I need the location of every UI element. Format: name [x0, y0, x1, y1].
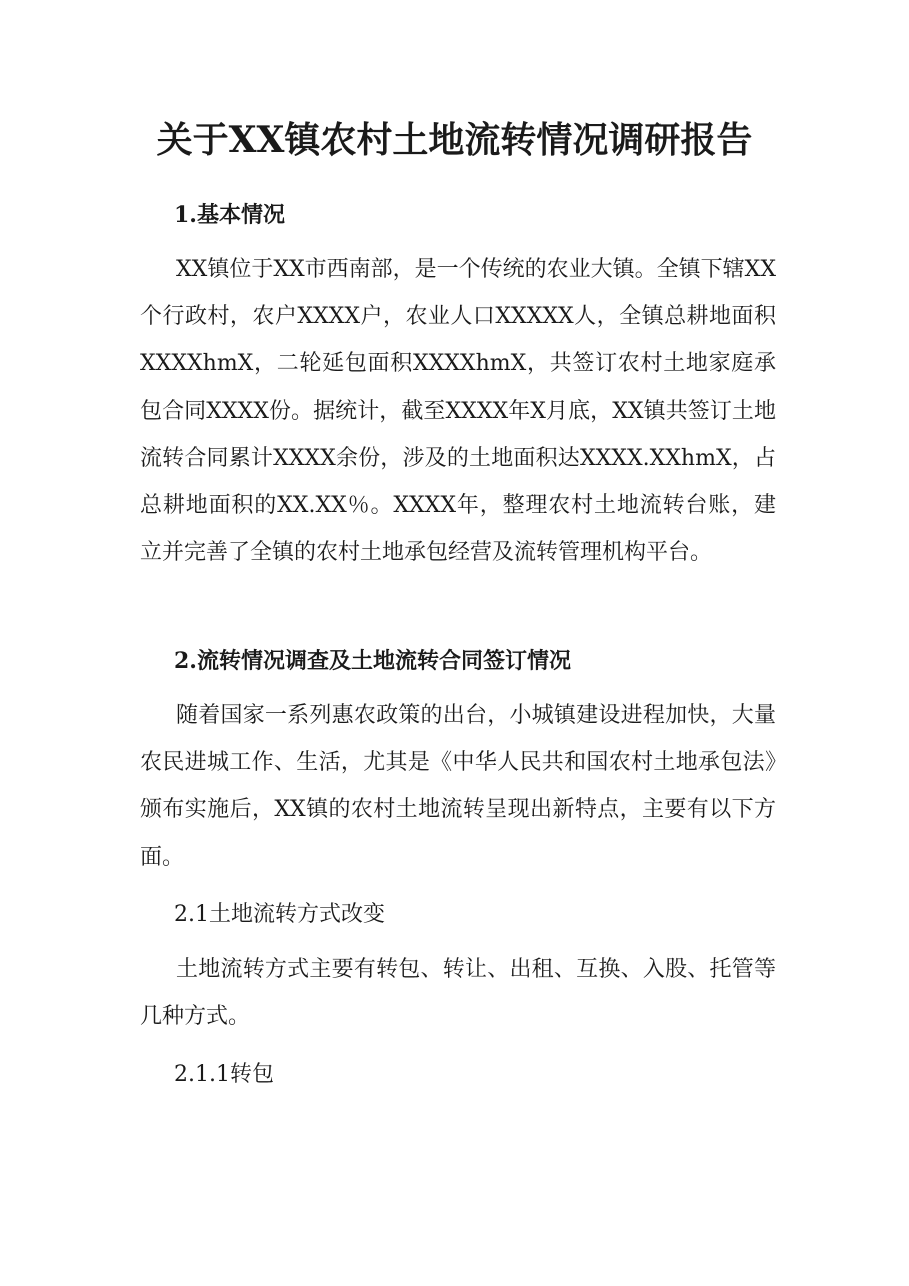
- section-1-heading: 1.基本情况: [174, 202, 285, 228]
- subsection-2-1-paragraph: 土地流转方式主要有转包、转让、出租、互换、入股、托管等几种方式。: [140, 957, 776, 1030]
- section-2-paragraph: 随着国家一系列惠农政策的出台，小城镇建设进程加快，大量农民进城工作、生活，尤其是《中华人民共和国农村土地承包法》颁布实施后，XX镇的农村土地流转呈现出新特点，主要有以下方面。: [140, 703, 776, 870]
- section-1-paragraph: XX镇位于XX市西南部，是一个传统的农业大镇。全镇下辖XX个行政村，农户XXXX户，农业人口XXXXX人，全镇总耕地面积XXXXhmX，二轮延包面积XXXXhmX，共签订农村土地家庭承包合同XXXX份。据统计，截至XXXX年X月底，XX镇共签订土地流转合同累计XXXX余份，涉及的土地面积达XXXX.XXhmX，占总耕地面积的XX.XX％。XXXX年，整理农村土地流转台账，建立并完善了全镇的农村土地承包经营及流转管理机构平台。: [140, 257, 776, 566]
- document-title: 关于XX镇农村土地流转情况调研报告: [156, 119, 753, 161]
- subsection-2-1-1-heading: 2.1.1转包: [174, 1062, 274, 1087]
- section-2-heading: 2.流转情况调查及土地流转合同签订情况: [174, 648, 571, 674]
- subsection-2-1-heading: 2.1土地流转方式改变: [174, 902, 385, 927]
